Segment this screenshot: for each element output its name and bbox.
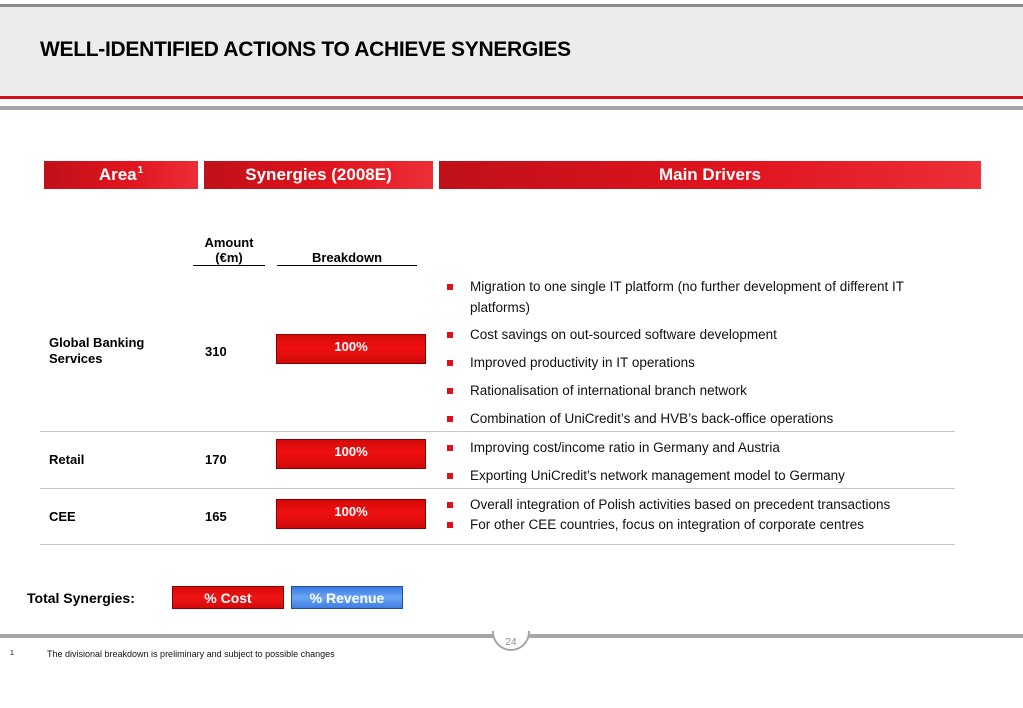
bullet-square-icon [447, 502, 453, 508]
bullet-square-icon [447, 332, 453, 338]
breakdown-subheader-rule [277, 265, 417, 266]
amount-subheader-rule [193, 265, 265, 266]
page-number: 24 [505, 637, 517, 648]
driver-item: Overall integration of Polish activities based on precedent transactions [447, 494, 947, 515]
area-retail: Retail [49, 452, 85, 467]
breakdown-bar-retail: 100% [276, 439, 426, 469]
row-divider [40, 431, 955, 432]
amount-global-banking-services: 310 [205, 344, 227, 359]
bullet-square-icon [447, 522, 453, 528]
driver-item: For other CEE countries, focus on integration of corporate centres [447, 514, 947, 535]
column-header-area-label: Area [98, 165, 137, 184]
breakdown-subheader: Breakdown [311, 250, 383, 265]
bullet-square-icon [447, 360, 453, 366]
amount-subheader-line2: (€m) [215, 250, 243, 265]
area-cee: CEE [49, 509, 76, 524]
row-divider [40, 544, 955, 545]
row-divider [40, 488, 955, 489]
page-title: WELL-IDENTIFIED ACTIONS TO ACHIEVE SYNERGIES [40, 38, 571, 61]
bullet-square-icon [447, 416, 453, 422]
header-red-rule [0, 96, 1023, 99]
footnote-mark: 1 [137, 164, 144, 176]
column-header-drivers: Main Drivers [439, 161, 981, 189]
breakdown-bar-cee: 100% [276, 499, 426, 529]
driver-item: Rationalisation of international branch network [447, 380, 947, 401]
column-header-area [44, 161, 198, 189]
driver-item: Migration to one single IT platform (no further development of different IT platforms) [447, 276, 947, 318]
bullet-square-icon [447, 284, 453, 290]
amount-subheader [193, 235, 265, 265]
column-header-synergies: Synergies (2008E) [204, 161, 433, 189]
area-label-line2: Services [49, 351, 103, 366]
driver-item: Combination of UniCredit’s and HVB’s back-office operations [447, 408, 947, 429]
legend-revenue: % Revenue [291, 586, 403, 609]
total-synergies-label: Total Synergies: [27, 590, 135, 606]
amount-subheader-line1: Amount [204, 235, 254, 250]
driver-item: Cost savings on out-sourced software development [447, 324, 947, 345]
bullet-square-icon [447, 473, 453, 479]
breakdown-bar-global-banking-services: 100% [276, 334, 426, 364]
bullet-square-icon [447, 388, 453, 394]
legend-cost: % Cost [172, 586, 284, 609]
area-label-line1: Global Banking [49, 335, 145, 350]
amount-cee: 165 [205, 509, 227, 524]
header-gray-rule [0, 106, 1023, 110]
footnote-marker: 1 [10, 650, 14, 657]
bullet-square-icon [447, 445, 453, 451]
driver-item: Improving cost/income ratio in Germany and Austria [447, 437, 947, 458]
amount-retail: 170 [205, 452, 227, 467]
driver-item: Exporting UniCredit’s network management model to Germany [447, 465, 947, 486]
footnote-text: The divisional breakdown is preliminary and subject to possible changes [47, 649, 335, 659]
driver-item: Improved productivity in IT operations [447, 352, 947, 373]
area-global-banking-services [49, 335, 144, 367]
